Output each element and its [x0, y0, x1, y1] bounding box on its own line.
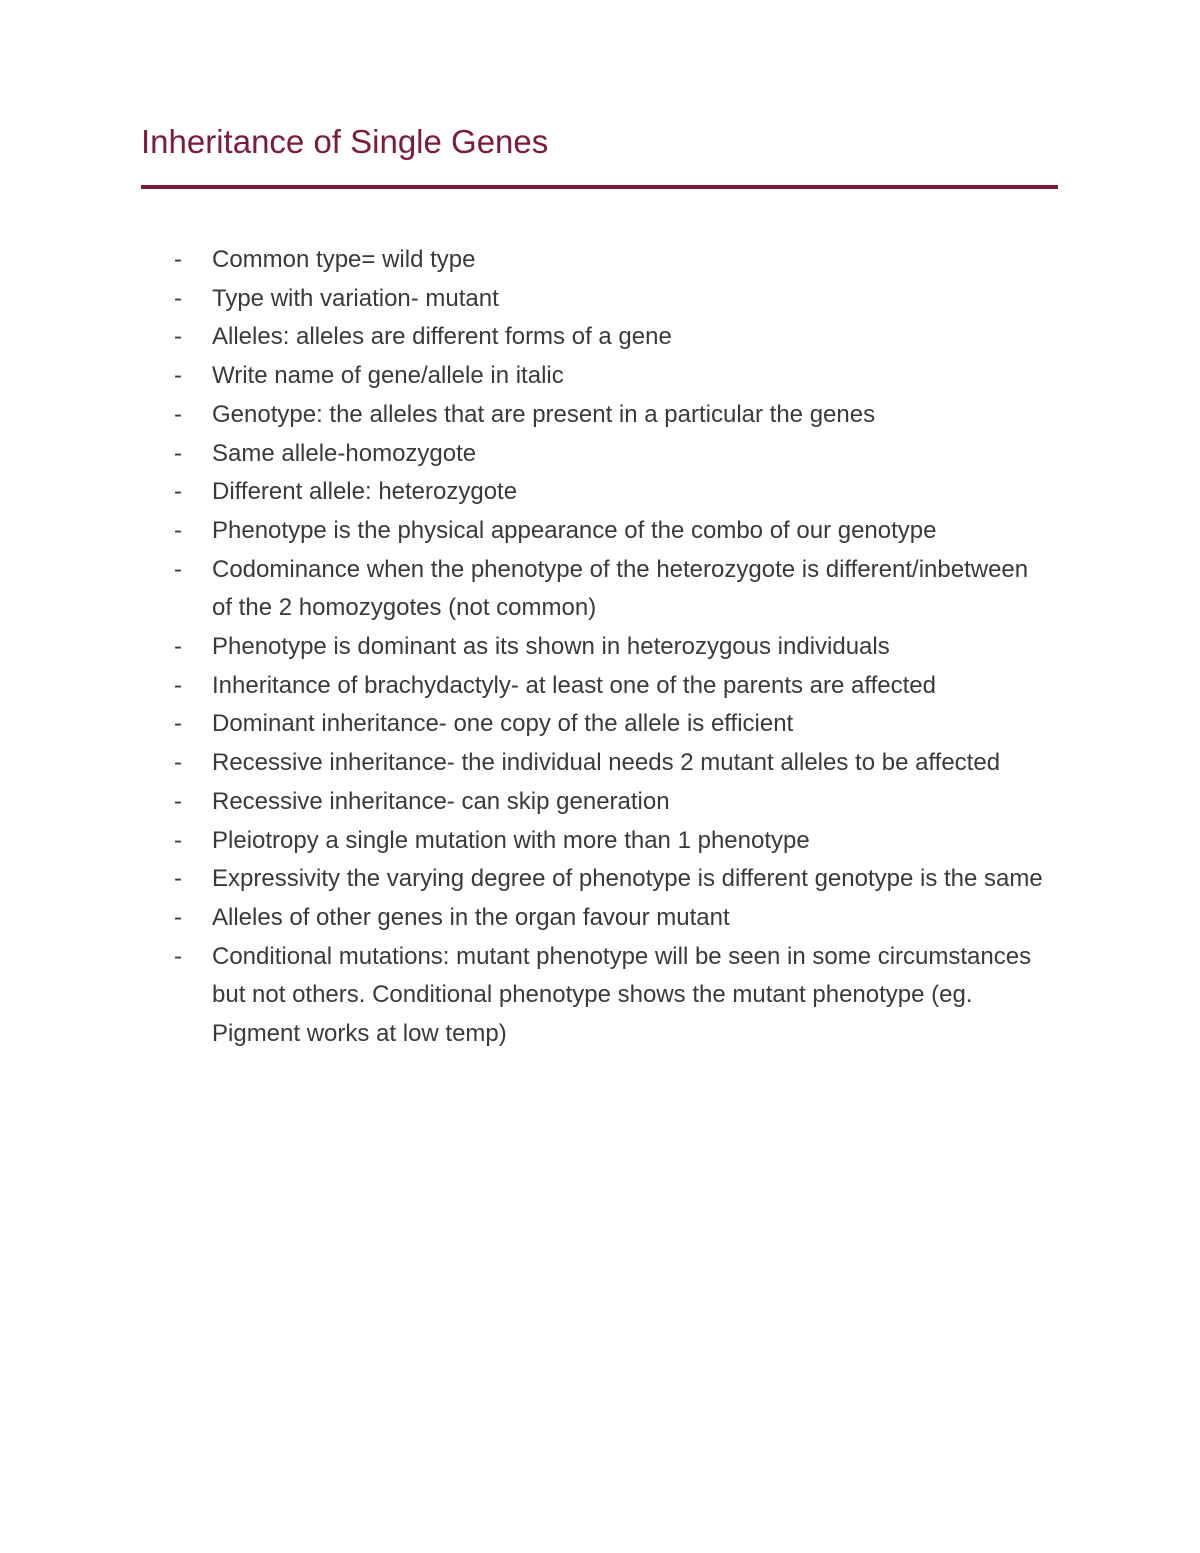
dash-bullet: - — [174, 710, 182, 738]
page-title: Inheritance of Single Genes — [141, 123, 549, 160]
list-item — [174, 357, 1044, 396]
list-item — [174, 744, 1044, 783]
list-item-text: Expressivity the varying degree of phenotype is different genotype is the same — [212, 865, 1043, 893]
list-item-text: Common type= wild type — [212, 246, 476, 273]
dash-bullet: - — [174, 787, 182, 815]
dash-bullet: - — [174, 516, 182, 544]
list-item-text: Codominance when the phenotype of the heterozygote is different/inbetween of the 2 homozygotes (not common) — [212, 555, 1029, 622]
list-item-text: Type with variation- mutant — [212, 284, 499, 312]
list-item — [174, 899, 1044, 938]
list-item-text: Write name of gene/allele in italic — [212, 362, 564, 390]
dash-bullet: - — [174, 633, 182, 661]
list-item-text: Dominant inheritance- one copy of the allele is efficient — [212, 710, 794, 738]
list-item-text: Alleles of other genes in the organ favour mutant — [212, 903, 730, 931]
dash-bullet: - — [174, 942, 182, 970]
list-item — [174, 822, 1044, 861]
dash-bullet: - — [174, 478, 182, 506]
list-item — [174, 435, 1044, 474]
list-item — [174, 667, 1044, 706]
list-item-text: Recessive inheritance- can skip generation — [212, 787, 670, 815]
dash-bullet: - — [174, 749, 182, 777]
dash-bullet: - — [174, 439, 182, 467]
dash-bullet: - — [174, 555, 182, 583]
dash-bullet: - — [174, 284, 182, 312]
list-item — [174, 551, 1044, 628]
list-item — [174, 512, 1044, 551]
list-item — [174, 280, 1044, 319]
dash-bullet: - — [174, 826, 182, 854]
list-item-text: Recessive inheritance- the individual needs 2 mutant alleles to be affected — [212, 749, 1001, 777]
dash-bullet: - — [174, 671, 182, 699]
list-item — [174, 318, 1044, 357]
dash-bullet: - — [174, 246, 182, 273]
list-item — [174, 241, 1044, 280]
dash-bullet: - — [174, 323, 182, 351]
list-item — [174, 783, 1044, 822]
list-item-text: Pleiotropy a single mutation with more than 1 phenotype — [212, 826, 810, 854]
list-item-text: Same allele-homozygote — [212, 439, 477, 467]
list-item-text: Phenotype is the physical appearance of the combo of our genotype — [212, 516, 937, 544]
list-item-text: Genotype: the alleles that are present in a particular the genes — [212, 400, 876, 428]
list-item — [174, 628, 1044, 667]
list-item-text: Different allele: heterozygote — [212, 478, 518, 506]
list-item — [174, 473, 1044, 512]
dash-bullet: - — [174, 865, 182, 893]
list-item — [174, 396, 1044, 435]
list-item-text: Inheritance of brachydactyly- at least one of the parents are affected — [212, 671, 936, 699]
list-item-text: Phenotype is dominant as its shown in heterozygous individuals — [212, 633, 890, 661]
dash-bullet: - — [174, 400, 182, 428]
list-item — [174, 705, 1044, 744]
dash-bullet: - — [174, 903, 182, 931]
notes-list — [174, 241, 1044, 1054]
list-item-text: Conditional mutations: mutant phenotype will be seen in some circumstances but not others. Conditional phenotype shows the mutant phenotype (eg. Pigment works at low temp) — [212, 942, 1032, 1048]
list-item — [174, 938, 1044, 1054]
list-item-text: Alleles: alleles are different forms of a gene — [212, 323, 672, 351]
list-item — [174, 860, 1044, 899]
dash-bullet: - — [174, 362, 182, 390]
title-underline-divider — [141, 185, 1058, 189]
